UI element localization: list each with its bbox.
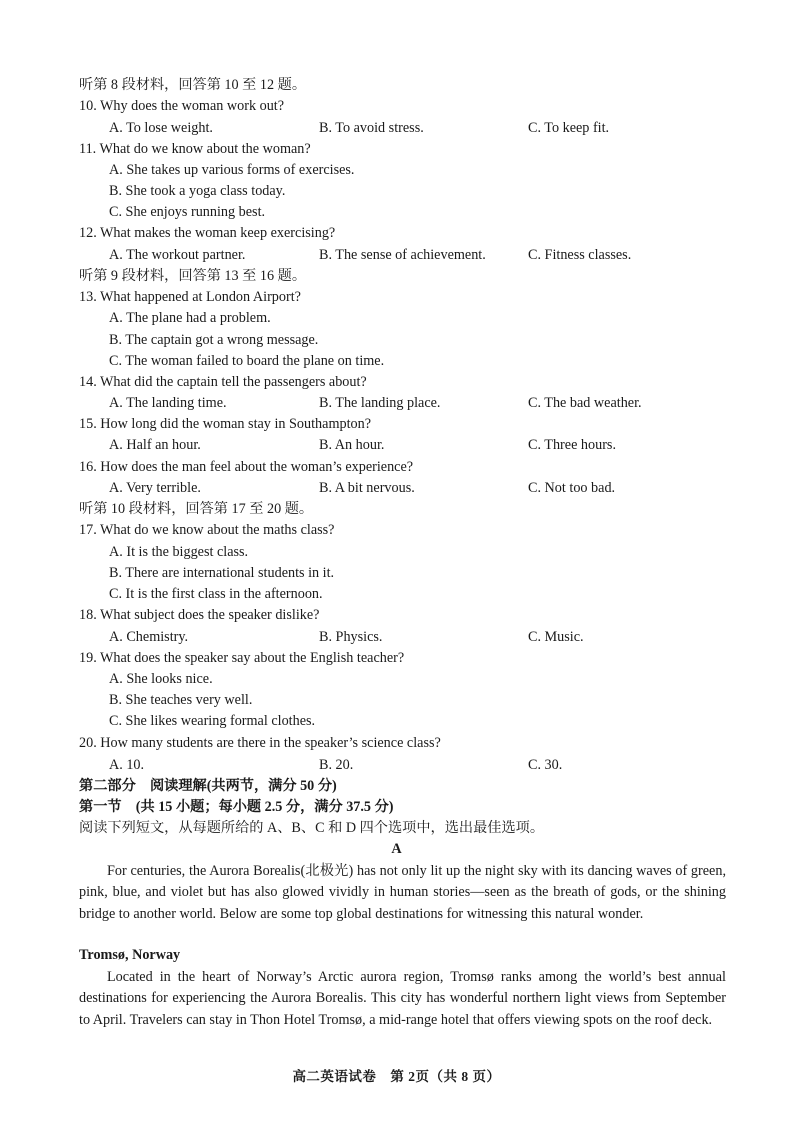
q10-option-b: B. To avoid stress.	[319, 120, 424, 136]
q14-option-a: A. The landing time.	[109, 395, 227, 411]
q19-option-c: C. She likes wearing formal clothes.	[109, 713, 316, 729]
q15-option-c: C. Three hours.	[528, 437, 616, 453]
q13-option-c: C. The woman failed to board the plane on time.	[109, 353, 385, 369]
q18-option-a: A. Chemistry.	[109, 629, 189, 645]
part2-instruction: 阅读下列短文，从每题所给的 A、B、C 和 D 四个选项中，选出最佳选项。	[79, 820, 545, 836]
q14-option-c: C. The bad weather.	[528, 395, 642, 411]
question-20: 20. How many students are there in the speaker’s science class?	[79, 735, 441, 751]
passage-paragraph-1: For centuries, the Aurora Borealis(北极光) has not only lit up the night sky with its dancing waves of green, pink, blue, and violet but has also glowed vividly in human stories—seen as the breath of gods, or the shining bridge to another world. Below are some top global destinations for witnessing this natural wonder.	[79, 863, 726, 922]
question-18: 18. What subject does the speaker dislike?	[79, 607, 320, 623]
question-15: 15. How long did the woman stay in Southampton?	[79, 416, 372, 432]
q15-option-a: A. Half an hour.	[109, 437, 201, 453]
section-heading-8: 听第 8 段材料，回答第 10 至 12 题。	[79, 77, 307, 93]
question-19: 19. What does the speaker say about the English teacher?	[79, 650, 405, 666]
q17-option-c: C. It is the first class in the afternoon.	[109, 586, 323, 602]
question-14: 14. What did the captain tell the passengers about?	[79, 374, 367, 390]
q11-option-c: C. She enjoys running best.	[109, 204, 266, 220]
question-13: 13. What happened at London Airport?	[79, 289, 301, 305]
question-10: 10. Why does the woman work out?	[79, 98, 285, 114]
q11-option-a: A. She takes up various forms of exercises.	[109, 162, 355, 178]
q16-option-a: A. Very terrible.	[109, 480, 201, 496]
q13-option-a: A. The plane had a problem.	[109, 310, 271, 326]
q15-option-b: B. An hour.	[319, 437, 385, 453]
question-16: 16. How does the man feel about the woman’s experience?	[79, 459, 414, 475]
q18-option-b: B. Physics.	[319, 629, 383, 645]
destination-heading-tromso: Tromsø, Norway	[79, 947, 181, 963]
q18-option-c: C. Music.	[528, 629, 584, 645]
q20-option-b: B. 20.	[319, 757, 354, 773]
q16-option-c: C. Not too bad.	[528, 480, 616, 496]
q20-option-a: A. 10.	[109, 757, 145, 773]
section-heading-9: 听第 9 段材料，回答第 13 至 16 题。	[79, 268, 307, 284]
q12-option-c: C. Fitness classes.	[528, 247, 632, 263]
question-11: 11. What do we know about the woman?	[79, 141, 311, 157]
q12-option-a: A. The workout partner.	[109, 247, 246, 263]
part2-title: 第二部分 阅读理解(共两节，满分 50 分)	[79, 778, 337, 794]
q12-option-b: B. The sense of achievement.	[319, 247, 486, 263]
q13-option-b: B. The captain got a wrong message.	[109, 332, 319, 348]
q10-option-c: C. To keep fit.	[528, 120, 610, 136]
part2-section1-heading: 第一节 (共 15 小题；每小题 2.5 分，满分 37.5 分)	[79, 799, 394, 815]
q10-option-a: A. To lose weight.	[109, 120, 213, 136]
question-12: 12. What makes the woman keep exercising?	[79, 225, 336, 241]
q20-option-c: C. 30.	[528, 757, 563, 773]
q16-option-b: B. A bit nervous.	[319, 480, 415, 496]
q19-option-a: A. She looks nice.	[109, 671, 213, 687]
q14-option-b: B. The landing place.	[319, 395, 441, 411]
q19-option-b: B. She teaches very well.	[109, 692, 253, 708]
question-17: 17. What do we know about the maths class?	[79, 522, 335, 538]
q11-option-b: B. She took a yoga class today.	[109, 183, 286, 199]
q17-option-b: B. There are international students in it.	[109, 565, 335, 581]
passage-paragraph-2: Located in the heart of Norway’s Arctic aurora region, Tromsø ranks among the world’s best annual destinations for experiencing the Aurora Borealis. This city has wonderful northern light views from September to April. Travelers can stay in Thon Hotel Tromsø, a mid-range hotel that offers viewing spots on the roof deck.	[79, 969, 726, 1028]
q17-option-a: A. It is the biggest class.	[109, 544, 249, 560]
passage-letter: A	[391, 841, 402, 857]
page-footer: 高二英语试卷 第 2页（共 8 页）	[292, 1069, 501, 1084]
section-heading-10: 听第 10 段材料，回答第 17 至 20 题。	[79, 501, 314, 517]
